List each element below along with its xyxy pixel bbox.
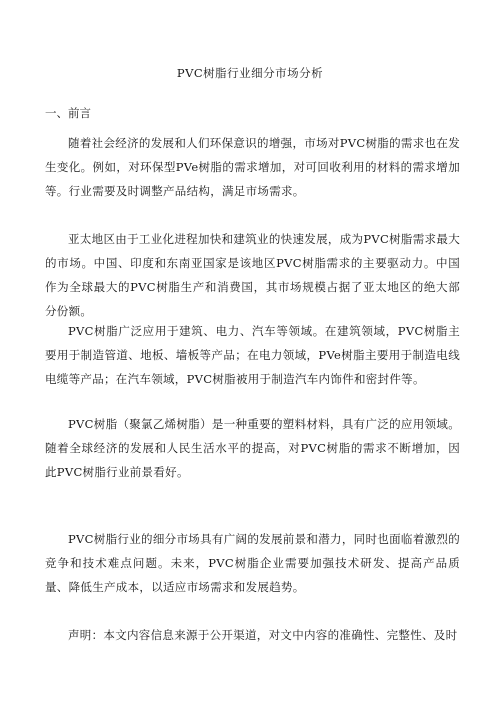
document-title: PVC树脂行业细分市场分析 [176, 66, 324, 80]
paragraph: PVC树脂行业的细分市场具有广阔的发展前景和潜力，同时也面临着激烈的竞争和技术难点问题。未来，PVC树脂企业需要加强技术研发、提高产品质量、降低生产成本，以适应市场需求和发展趋势。 [45, 532, 460, 594]
paragraph: PVC树脂广泛应用于建筑、电力、汽车等领域。在建筑领域，PVC树脂主要用于制造管道、地板、墙板等产品；在电力领域，PVe树脂主要用于制造电线电缆等产品；在汽车领域，PVC树脂被用于制造汽车内饰件和密封件等。 [45, 324, 460, 386]
paragraph: 随着社会经济的发展和人们环保意识的增强，市场对PVC树脂的需求也在发生变化。例如，对环保型PVe树脂的需求增加，对可回收利用的材料的需求增加等。行业需要及时调整产品结构，满足市场需求。 [45, 136, 460, 198]
section-heading: 一、前言 [45, 106, 91, 120]
paragraph: 亚太地区由于工业化进程加快和建筑业的快速发展，成为PVC树脂需求最大的市场。中国、印度和东南亚国家是该地区PVC树脂需求的主要驱动力。中国作为全球最大的PVC树脂生产和消费国，其市场规模占据了亚太地区的绝大部分份额。 [45, 232, 460, 318]
paragraph: PVC树脂（聚氯乙烯树脂）是一种重要的塑料材料，具有广泛的应用领域。随着全球经济的发展和人民生活水平的提高，对PVC树脂的需求不断增加，因此PVC树脂行业前景看好。 [45, 417, 460, 479]
disclaimer-paragraph: 声明：本文内容信息来源于公开渠道，对文中内容的准确性、完整性、及时 [68, 628, 458, 642]
